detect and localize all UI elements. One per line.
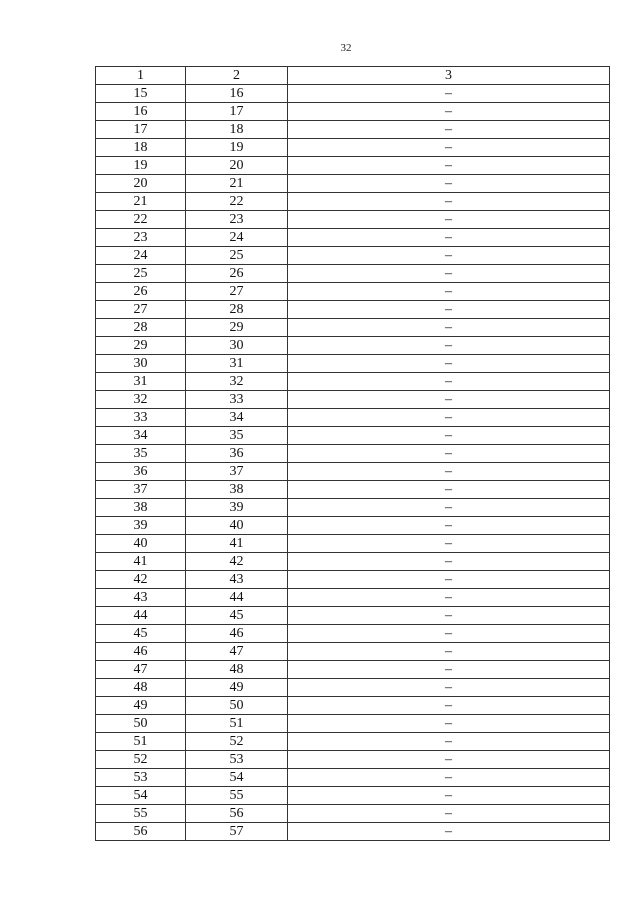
table-row (96, 661, 610, 679)
table-cell-col-2: 29 (186, 319, 288, 337)
table-cell-col-3: – (288, 823, 610, 841)
table-cell-col-1: 53 (96, 769, 186, 787)
table-row (96, 625, 610, 643)
table-cell-col-2: 51 (186, 715, 288, 733)
table-cell-col-3: – (288, 607, 610, 625)
table-cell-col-1: 47 (96, 661, 186, 679)
table-cell-col-1: 18 (96, 139, 186, 157)
table-cell-col-1: 49 (96, 697, 186, 715)
table-cell-col-3: – (288, 805, 610, 823)
table-cell-col-1: 28 (96, 319, 186, 337)
table-body (96, 85, 610, 841)
table-cell-col-3: – (288, 355, 610, 373)
table-cell-col-2: 18 (186, 121, 288, 139)
table-cell-col-3: – (288, 553, 610, 571)
table-cell-col-3: – (288, 85, 610, 103)
table-row (96, 229, 610, 247)
table-cell-col-3: – (288, 733, 610, 751)
table-cell-col-1: 32 (96, 391, 186, 409)
table-cell-col-1: 42 (96, 571, 186, 589)
table-cell-col-3: – (288, 409, 610, 427)
table-row (96, 247, 610, 265)
table-cell-col-1: 34 (96, 427, 186, 445)
table-cell-col-1: 43 (96, 589, 186, 607)
table-cell-col-2: 33 (186, 391, 288, 409)
page-number: 32 (340, 42, 352, 54)
table-row (96, 463, 610, 481)
table-cell-col-2: 45 (186, 607, 288, 625)
table-cell-col-2: 57 (186, 823, 288, 841)
table-cell-col-2: 50 (186, 697, 288, 715)
table-cell-col-2: 39 (186, 499, 288, 517)
table-cell-col-2: 42 (186, 553, 288, 571)
table-cell-col-2: 54 (186, 769, 288, 787)
table-row (96, 265, 610, 283)
table-row (96, 481, 610, 499)
table-cell-col-1: 31 (96, 373, 186, 391)
table-cell-col-2: 21 (186, 175, 288, 193)
table-cell-col-2: 49 (186, 679, 288, 697)
table-row (96, 283, 610, 301)
table-row (96, 751, 610, 769)
table-cell-col-1: 46 (96, 643, 186, 661)
table-header-row (96, 67, 610, 85)
table-cell-col-2: 27 (186, 283, 288, 301)
table-cell-col-2: 56 (186, 805, 288, 823)
table-cell-col-3: – (288, 445, 610, 463)
table-cell-col-2: 55 (186, 787, 288, 805)
table-row (96, 535, 610, 553)
table-cell-col-1: 40 (96, 535, 186, 553)
table-cell-col-1: 29 (96, 337, 186, 355)
table-row (96, 499, 610, 517)
table-cell-col-2: 37 (186, 463, 288, 481)
table-row (96, 355, 610, 373)
table-cell-col-1: 41 (96, 553, 186, 571)
table-cell-col-3: – (288, 373, 610, 391)
table-cell-col-3: – (288, 499, 610, 517)
table-row (96, 787, 610, 805)
table-row (96, 121, 610, 139)
table-cell-col-2: 23 (186, 211, 288, 229)
table-cell-col-2: 53 (186, 751, 288, 769)
table-cell-col-1: 52 (96, 751, 186, 769)
table-cell-col-2: 25 (186, 247, 288, 265)
table-row (96, 319, 610, 337)
table-header (96, 67, 610, 85)
table-row (96, 103, 610, 121)
table-row (96, 733, 610, 751)
table-cell-col-1: 54 (96, 787, 186, 805)
table-cell-col-3: – (288, 121, 610, 139)
table-cell-col-3: – (288, 283, 610, 301)
table-row (96, 805, 610, 823)
column-header-2: 2 (186, 67, 288, 85)
table-cell-col-3: – (288, 157, 610, 175)
table-cell-col-3: – (288, 211, 610, 229)
table-cell-col-2: 44 (186, 589, 288, 607)
table-cell-col-1: 50 (96, 715, 186, 733)
table-cell-col-3: – (288, 625, 610, 643)
table-cell-col-1: 17 (96, 121, 186, 139)
table-row (96, 139, 610, 157)
table-row (96, 301, 610, 319)
table-cell-col-3: – (288, 229, 610, 247)
table-row (96, 679, 610, 697)
table-cell-col-3: – (288, 265, 610, 283)
table-cell-col-2: 30 (186, 337, 288, 355)
table-cell-col-3: – (288, 715, 610, 733)
table-cell-col-2: 32 (186, 373, 288, 391)
table-cell-col-2: 26 (186, 265, 288, 283)
column-header-1: 1 (96, 67, 186, 85)
table-cell-col-2: 20 (186, 157, 288, 175)
table-cell-col-2: 19 (186, 139, 288, 157)
table-row (96, 427, 610, 445)
table-cell-col-1: 35 (96, 445, 186, 463)
table-cell-col-2: 36 (186, 445, 288, 463)
table-row (96, 175, 610, 193)
table-row (96, 409, 610, 427)
table-row (96, 553, 610, 571)
table-cell-col-1: 20 (96, 175, 186, 193)
table-cell-col-3: – (288, 103, 610, 121)
table-cell-col-2: 48 (186, 661, 288, 679)
table-cell-col-3: – (288, 661, 610, 679)
table-cell-col-2: 52 (186, 733, 288, 751)
table-cell-col-2: 16 (186, 85, 288, 103)
table-cell-col-3: – (288, 697, 610, 715)
table-row (96, 373, 610, 391)
table-cell-col-1: 56 (96, 823, 186, 841)
table-row (96, 337, 610, 355)
table-row (96, 445, 610, 463)
data-table (95, 66, 610, 841)
table-cell-col-2: 31 (186, 355, 288, 373)
table-row (96, 391, 610, 409)
table-cell-col-2: 40 (186, 517, 288, 535)
table-cell-col-3: – (288, 427, 610, 445)
table-cell-col-3: – (288, 139, 610, 157)
table-cell-col-3: – (288, 571, 610, 589)
table-row (96, 211, 610, 229)
table-row (96, 517, 610, 535)
table-cell-col-3: – (288, 337, 610, 355)
table-cell-col-3: – (288, 517, 610, 535)
table-cell-col-1: 21 (96, 193, 186, 211)
column-header-3: 3 (288, 67, 610, 85)
table-cell-col-3: – (288, 589, 610, 607)
table-cell-col-3: – (288, 175, 610, 193)
table-row (96, 697, 610, 715)
table-cell-col-1: 51 (96, 733, 186, 751)
table-cell-col-3: – (288, 769, 610, 787)
table-cell-col-2: 22 (186, 193, 288, 211)
table-cell-col-1: 16 (96, 103, 186, 121)
table-cell-col-1: 26 (96, 283, 186, 301)
table-cell-col-3: – (288, 643, 610, 661)
table-row (96, 193, 610, 211)
table-cell-col-2: 41 (186, 535, 288, 553)
table-cell-col-1: 55 (96, 805, 186, 823)
table-cell-col-3: – (288, 751, 610, 769)
table-cell-col-1: 36 (96, 463, 186, 481)
table-row (96, 643, 610, 661)
table-cell-col-2: 38 (186, 481, 288, 499)
data-table-container (95, 66, 609, 841)
table-cell-col-3: – (288, 481, 610, 499)
table-cell-col-1: 48 (96, 679, 186, 697)
table-row (96, 769, 610, 787)
table-cell-col-3: – (288, 535, 610, 553)
table-cell-col-3: – (288, 787, 610, 805)
table-cell-col-2: 46 (186, 625, 288, 643)
table-cell-col-3: – (288, 319, 610, 337)
table-cell-col-2: 28 (186, 301, 288, 319)
table-row (96, 85, 610, 103)
table-cell-col-3: – (288, 391, 610, 409)
table-row (96, 589, 610, 607)
table-cell-col-3: – (288, 301, 610, 319)
table-cell-col-3: – (288, 679, 610, 697)
table-row (96, 571, 610, 589)
table-row (96, 823, 610, 841)
table-cell-col-1: 22 (96, 211, 186, 229)
table-cell-col-2: 35 (186, 427, 288, 445)
table-cell-col-1: 19 (96, 157, 186, 175)
table-cell-col-1: 38 (96, 499, 186, 517)
table-cell-col-3: – (288, 247, 610, 265)
table-cell-col-1: 15 (96, 85, 186, 103)
table-cell-col-3: – (288, 463, 610, 481)
table-cell-col-1: 27 (96, 301, 186, 319)
table-cell-col-2: 24 (186, 229, 288, 247)
table-cell-col-2: 43 (186, 571, 288, 589)
table-cell-col-1: 44 (96, 607, 186, 625)
table-cell-col-1: 33 (96, 409, 186, 427)
table-cell-col-2: 17 (186, 103, 288, 121)
table-cell-col-1: 39 (96, 517, 186, 535)
table-row (96, 607, 610, 625)
table-cell-col-1: 24 (96, 247, 186, 265)
table-cell-col-1: 30 (96, 355, 186, 373)
table-cell-col-1: 37 (96, 481, 186, 499)
table-cell-col-2: 47 (186, 643, 288, 661)
table-cell-col-3: – (288, 193, 610, 211)
table-cell-col-1: 45 (96, 625, 186, 643)
table-cell-col-1: 25 (96, 265, 186, 283)
table-cell-col-1: 23 (96, 229, 186, 247)
table-row (96, 157, 610, 175)
table-row (96, 715, 610, 733)
table-cell-col-2: 34 (186, 409, 288, 427)
